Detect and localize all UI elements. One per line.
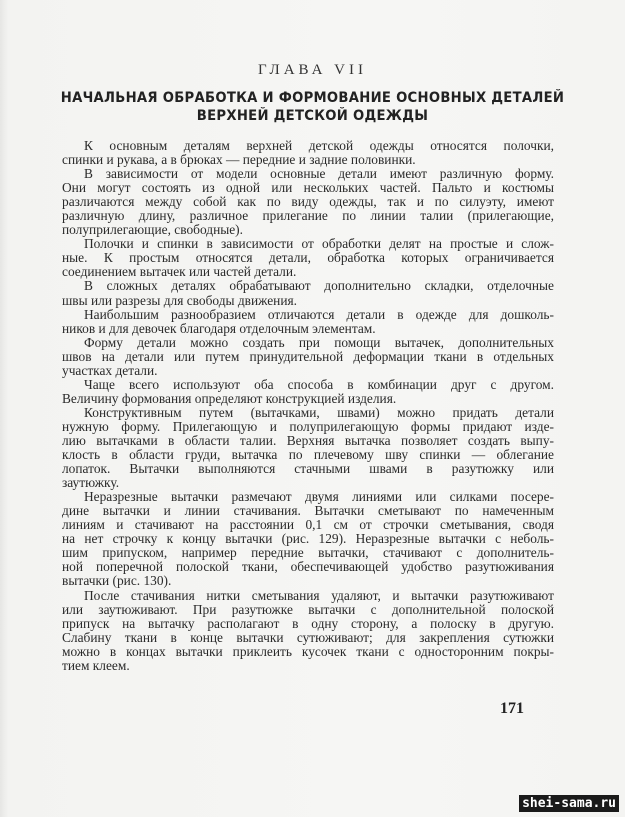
text-line: ников и для девочек благодаря отделочным элементам. [62, 320, 376, 336]
text-line: спинки и рукава, а в брюках — передние и задние половинки. [62, 152, 416, 168]
chapter-heading: ГЛАВА VII [257, 62, 367, 78]
text-line: Наибольшим разнообразием отличаются детали в одежде для дошколь- [84, 306, 554, 322]
text-line: припуск на вытачку располагают в одну сторону, а полоску в другую. [62, 615, 554, 631]
watermark-logo: shei-sama.ru [519, 795, 619, 812]
text-line: Форму детали можно создать при помощи вытачек, дополнительных [84, 334, 554, 350]
body-text [62, 139, 554, 673]
text-line: дине вытачки и линии стачивания. Вытачки сметывают по намеченным [62, 503, 554, 519]
text-line: нужную форму. Прилегающую и полуприлегающую формы придают изде- [62, 418, 554, 434]
text-line: лию вытачками в области талии. Верхняя вытачка позволяет создать выпу- [62, 432, 554, 448]
text-line: шим припуском, например передние вытачки, стачивают с дополнитель- [62, 545, 554, 561]
chapter-title-line-1: НАЧАЛЬНАЯ ОБРАБОТКА И ФОРМОВАНИЕ ОСНОВНЫХ ДЕТАЛЕЙ [60, 90, 565, 106]
text-line: К основным деталям верхней детской одежды относятся полочки, [84, 138, 554, 153]
text-line: различную длину, различное прилегание по линии талии (прилегающие, [62, 208, 554, 224]
page-number: 171 [500, 700, 524, 717]
text-line: полуприлегающие, свободные). [62, 222, 243, 238]
text-line: Неразрезные вытачки размечают двумя линиями или силками посере- [84, 489, 554, 505]
text-line: После стачивания нитки сметывания удаляют, и вытачки разутюживают [84, 587, 554, 603]
text-line: Чаще всего используют оба способа в комбинации друг с другом. [84, 376, 554, 392]
text-line: лопаток. Вытачки выполняются стачными швами в разутюжку или [62, 461, 554, 477]
text-line: ной поперечной полоской ткани, обеспечивающей удобство разутюживания [62, 559, 554, 575]
text-line: В зависимости от модели основные детали имеют различную форму. [84, 166, 554, 182]
text-line: вытачки (рис. 130). [62, 573, 172, 589]
text-line: ные. К простым относятся детали, обработка которых ограничивается [62, 250, 554, 266]
text-line: швы или разрезы для свободы движения. [62, 292, 298, 308]
text-line: клость в области груди, вытачка по плечевому шву спинки — облегание [62, 447, 554, 463]
text-line: Величину формования определяют конструкцией изделия. [62, 390, 397, 406]
text-line: различаются между собой как по виду одежды, так и по силуэту, имеют [62, 194, 554, 210]
text-line: Они могут состоять из одной или нескольких частей. Пальто и костюмы [62, 180, 554, 196]
text-line: Полочки и спинки в зависимости от обработки делят на простые и слож- [84, 236, 554, 252]
text-line: соединением вытачек или частей детали. [62, 264, 297, 280]
text-line: Слабину ткани в конце вытачки сутюживают; для закрепления сутюжки [62, 629, 554, 645]
text-line: тием клеем. [62, 657, 130, 673]
text-line: Конструктивным путем (вытачками, швами) можно придать детали [84, 404, 554, 420]
text-line: линиям и стачивают на расстоянии 0,1 см от строчки сметывания, сводя [62, 517, 554, 533]
text-line: В сложных деталях обрабатывают дополнительно складки, отделочные [84, 278, 554, 294]
text-line: на нет строчку к концу вытачки (рис. 129). Неразрезные вытачки с неболь- [62, 531, 554, 547]
text-line: можно в концах вытачки приклеить кусочек ткани с односторонним покры- [62, 643, 554, 659]
text-line: или заутюживают. При разутюжке вытачки с дополнительной полоской [62, 601, 554, 617]
text-line: швов на детали или путем принудительной деформации ткани в отдельных [62, 348, 554, 364]
text-line: заутюжку. [62, 475, 120, 491]
chapter-title-line-2: ВЕРХНЕЙ ДЕТСКОЙ ОДЕЖДЫ [196, 108, 429, 124]
text-line: участках детали. [62, 362, 158, 378]
